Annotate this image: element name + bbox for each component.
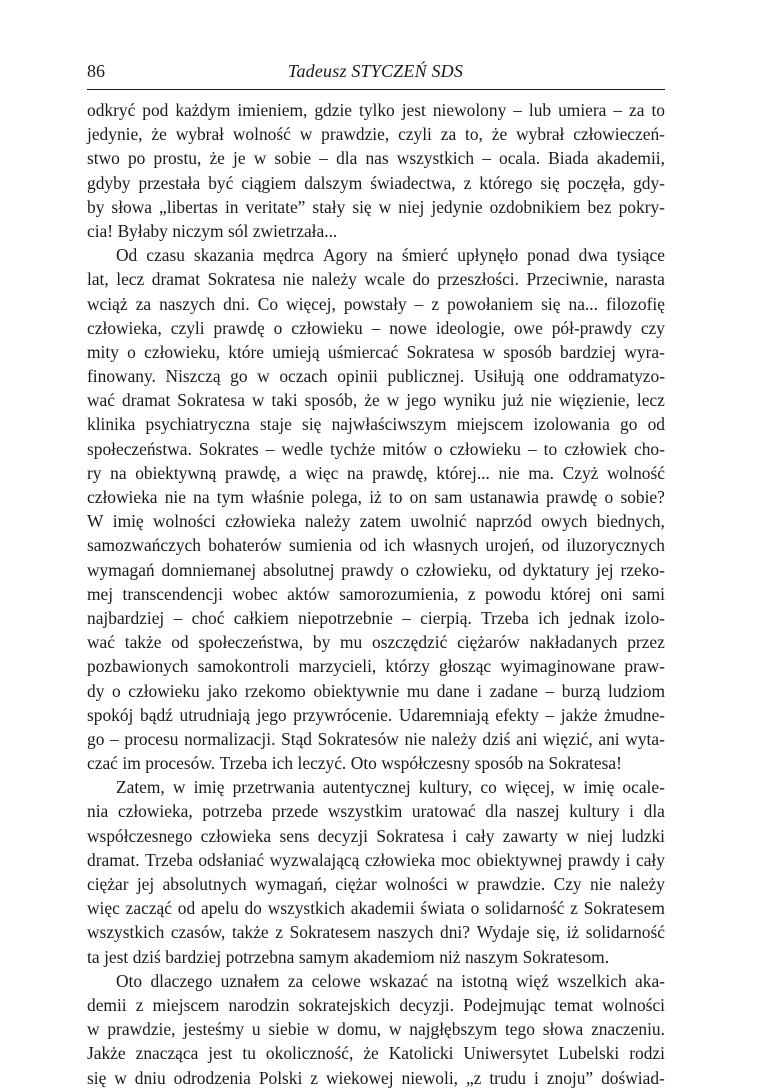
text-line: by słowa „libertas in veritate” stały się w niej jedynie ozdobnikiem bez pokry- bbox=[87, 196, 665, 217]
text-line: cia! Byłaby niczym sól zwietrzała... bbox=[87, 220, 338, 241]
text-line: pozbawionych samokontroli marzycieli, którzy głosząc wyimaginowane praw- bbox=[87, 656, 665, 677]
text-line: dy o człowieku jako rzekomo obiektywnie mu dane i zadane – burzą ludziom bbox=[87, 680, 665, 701]
text-line: ciężar jej absolutnych wymagań, ciężar wolności w prawdzie. Czy nie należy bbox=[87, 874, 665, 894]
text-line: lat, lecz dramat Sokratesa nie należy wcale do przeszłości. Przeciwnie, narasta bbox=[87, 269, 665, 290]
text-line: czać im procesów. Trzeba ich leczyć. Oto współczesny sposób na Sokratesa! bbox=[87, 753, 622, 774]
text-line: mity o człowieku, które umieją uśmiercać Sokratesa w sposób bardziej wyra- bbox=[87, 341, 665, 362]
text-line: demii z miejscem narodzin sokratejskich decyzji. Podejmując temat wolności bbox=[87, 994, 665, 1015]
text-line: nia człowieka, potrzeba przede wszystkim uratować dla naszej kultury i dla bbox=[87, 801, 665, 822]
text-line: klinika psychiatryczna staje się najwłaściwszym miejscem izolowania go od bbox=[87, 414, 665, 435]
text-line: Jakże znacząca jest tu okoliczność, że Katolicki Uniwersytet Lubelski rodzi bbox=[87, 1043, 665, 1064]
text-line: stwo po prostu, że je w sobie – dla nas wszystkich – ocala. Biada akademii, bbox=[87, 148, 665, 169]
text-line: Oto dlaczego uznałem za celowe wskazać na istotną więź wszelkich aka- bbox=[116, 970, 665, 991]
text-line: gdyby przestała być ciągiem dalszym świadectwa, z którego się poczęła, gdy- bbox=[87, 172, 665, 193]
body-text bbox=[87, 98, 665, 1090]
text-line: społeczeństwa. Sokrates – wedle tychże mitów o człowieku – to człowiek cho- bbox=[87, 438, 665, 459]
text-line: samozwańczych bohaterów sumienia od ich własnych urojeń, od iluzorycznych bbox=[87, 535, 665, 556]
text-line: w prawdzie, jesteśmy u siebie w domu, w najgłębszym tego słowa znaczeniu. bbox=[87, 1019, 665, 1040]
text-line: Od czasu skazania mędrca Agory na śmierć upłynęło ponad dwa tysiące bbox=[116, 245, 665, 266]
text-line: finowany. Niszczą go w oczach opinii publicznej. Usiłują one oddramatyzo- bbox=[87, 366, 665, 387]
text-line: mej transcendencji wobec aktów samorozumienia, z powodu której oni sami bbox=[87, 583, 665, 604]
text-line: człowieka nie na tym właśnie polega, iż to on sam ustanawia prawdę o sobie? bbox=[87, 487, 665, 507]
text-line: odkryć pod każdym imieniem, gdzie tylko jest niewolony – lub umiera – za to bbox=[87, 100, 665, 120]
text-line: W imię wolności człowieka należy zatem uwolnić naprzód owych biednych, bbox=[87, 511, 665, 532]
text-line: Zatem, w imię przetrwania autentycznej kultury, co więcej, w imię ocale- bbox=[116, 777, 665, 798]
text-line: wać dramat Sokratesa w taki sposób, że w jego wyniku już nie więzienie, lecz bbox=[87, 390, 665, 411]
text-line: ry na obiektywną prawdę, a więc na prawdę, której... nie ma. Czyż wolność bbox=[87, 462, 665, 483]
page-header bbox=[87, 60, 664, 86]
text-line: wszystkich czasów, także z Sokratesem naszych dni? Wydaje się, iż solidarność bbox=[87, 922, 665, 943]
text-line: współczesnego człowieka sens decyzji Sokratesa i cały zawarty w niej ludzki bbox=[87, 825, 665, 846]
text-line: dramat. Trzeba odsłaniać wyzwalającą człowieka moc obiektywnej prawdy i cały bbox=[87, 849, 665, 870]
text-line: jedynie, że wybrał wolność w prawdzie, czyli za to, że wybrał człowieczeń- bbox=[87, 124, 665, 145]
text-line: człowieka, czyli prawdę o człowieku – nowe ideologie, owe pół-prawdy czy bbox=[87, 317, 665, 338]
text-line: wciąż za naszych dni. Co więcej, powstały – z powołaniem się na... filozofię bbox=[87, 293, 665, 314]
text-line: najbardziej – choć całkiem niepotrzebnie – cierpią. Trzeba ich jednak izolo- bbox=[87, 607, 665, 628]
text-line: go – procesu normalizacji. Stąd Sokratesów nie należy dziś ani więzić, ani wyta- bbox=[87, 728, 665, 749]
header-rule bbox=[87, 89, 665, 90]
text-line: więc zacząć od apelu do wszystkich akademii świata o solidarność z Sokratesem bbox=[87, 898, 665, 919]
page-number: 86 bbox=[87, 61, 105, 81]
text-line: się w dniu odrodzenia Polski z wiekowej niewoli, „z trudu i znoju” doświad- bbox=[87, 1067, 665, 1088]
text-line: wymagań domniemanej absolutnej prawdy o człowieku, od dyktatury jej rzeko- bbox=[87, 559, 665, 580]
text-line: wać także od społeczeństwa, by mu oszczędzić ciężarów nakładanych przez bbox=[87, 632, 665, 653]
running-head: Tadeusz STYCZEŃ SDS bbox=[287, 61, 464, 81]
text-line: spokój bądź utrudniają jego przywrócenie. Udaremniają efekty – jakże żmudne- bbox=[87, 704, 665, 725]
text-line: ta jest dziś bardziej potrzebna samym akademiom niż naszym Sokratesom. bbox=[87, 946, 610, 967]
